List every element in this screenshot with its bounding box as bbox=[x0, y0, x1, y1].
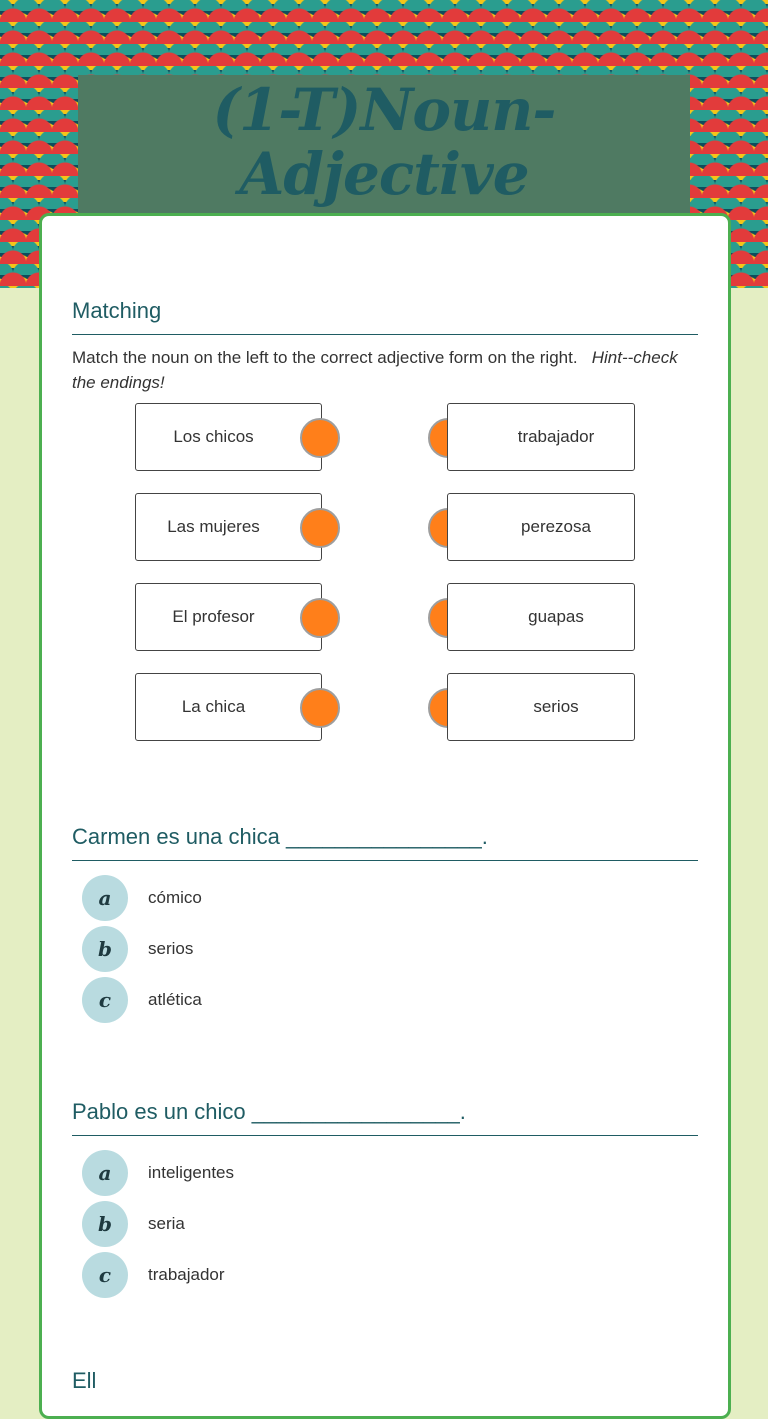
option-text: cómico bbox=[148, 888, 202, 907]
match-right-item[interactable]: perezosa bbox=[447, 493, 635, 561]
option-letter-badge: b bbox=[82, 1201, 128, 1247]
q2-option-b[interactable] bbox=[82, 1201, 185, 1247]
q1-option-b[interactable] bbox=[82, 926, 193, 972]
matching-instruction bbox=[72, 345, 698, 395]
match-left-handle[interactable] bbox=[300, 598, 340, 638]
option-letter-badge: c bbox=[82, 1252, 128, 1298]
option-text: serios bbox=[148, 939, 194, 958]
page-title: (1-T)Noun-Adjective bbox=[212, 76, 556, 208]
match-left-item[interactable]: Los chicos bbox=[135, 403, 322, 471]
match-left-handle[interactable] bbox=[300, 508, 340, 548]
option-text: inteligentes bbox=[148, 1163, 235, 1182]
match-right-item[interactable]: serios bbox=[447, 673, 635, 741]
instruction-text: Match the noun on the left to the correct adjective form on the right. bbox=[72, 348, 578, 367]
option-letter-badge: a bbox=[82, 1150, 128, 1196]
q1-option-a[interactable] bbox=[82, 875, 202, 921]
option-letter-badge: c bbox=[82, 977, 128, 1023]
question-1-title: Carmen es una chica ________________. bbox=[72, 822, 698, 861]
match-left-handle[interactable] bbox=[300, 688, 340, 728]
match-right-item[interactable]: guapas bbox=[447, 583, 635, 651]
match-left-item[interactable]: Las mujeres bbox=[135, 493, 322, 561]
q2-option-a[interactable] bbox=[82, 1150, 234, 1196]
option-letter-badge: b bbox=[82, 926, 128, 972]
match-left-item[interactable]: El profesor bbox=[135, 583, 322, 651]
q2-option-c[interactable] bbox=[82, 1252, 225, 1298]
matching-title: Matching bbox=[72, 296, 698, 335]
q1-option-c[interactable] bbox=[82, 977, 202, 1023]
hint-text: Hint--check the endings! bbox=[72, 348, 678, 392]
match-right-item[interactable]: trabajador bbox=[447, 403, 635, 471]
question-2-title: Pablo es un chico _________________. bbox=[72, 1097, 698, 1136]
match-left-handle[interactable] bbox=[300, 418, 340, 458]
option-text: atlética bbox=[148, 990, 202, 1009]
option-text: seria bbox=[148, 1214, 185, 1233]
option-letter-badge: a bbox=[82, 875, 128, 921]
match-left-item[interactable]: La chica bbox=[135, 673, 322, 741]
worksheet-card bbox=[39, 213, 731, 1419]
option-text: trabajador bbox=[148, 1265, 225, 1284]
question-3-title: Ell bbox=[72, 1368, 97, 1393]
